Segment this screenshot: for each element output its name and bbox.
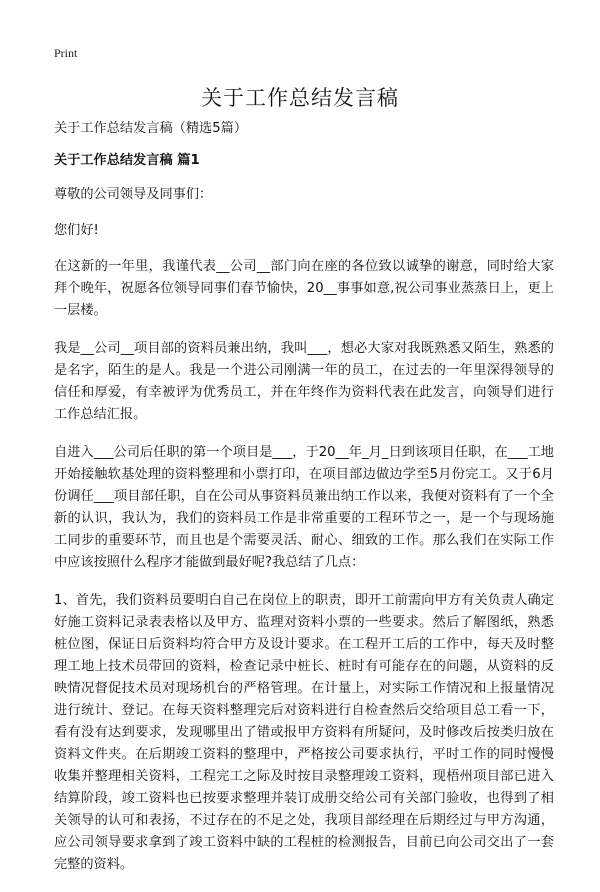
document-subtitle: 关于工作总结发言稿（精选5篇） (54, 121, 248, 136)
paragraph: 1、首先，我们资料员要明白自己在岗位上的职责，即开工前需向甲方有关负责人确定好施工资料记录表表格以及甲方、监理对资料小票的一些要求。然后了解图纸，熟悉桩位图，保证日后资料均符合甲方及设计要求。在工程开工后的工作中，每天及时整理工地上技术员带回的资料，检查记录中桩长、桩时有可能存在的问题，从资料的反映情况督促技术员对现场机台的严格管理。在计量上，对实际工作情况和上报量情况进行统计、登记。在每天资料整理完后对资料进行自检查然后交给项目总工看一下，看有没有达到要求，发现哪里出了错或报甲方资料有所疑问，及时修改后按类归放在资料文件夹。在后期竣工资料的整理中，严格按公司要求执行，平时工作的同时慢慢收集并整理相关资料，工程完工之际及时按目录整理竣工资料，现梧州项目部已进入结算阶段，竣工资料也已按要求整理并装订成册交给公司有关部门验收，也得到了相关领导的认可和表扬，不过存在的不足之处，我项目部经理在后期经过与甲方沟通，应公司领导要求拿到了竣工资料中缺的工程桩的检测报告，目前已向公司交出了一套完整的资料。 (54, 593, 554, 872)
paragraph: 在这新的一年里，我谨代表__公司__部门向在座的各位致以诚挚的谢意，同时给大家拜个晚年，祝愿各位领导同事们春节愉快，20__事事如意,祝公司事业蒸蒸日上，更上一层楼。 (54, 259, 554, 318)
paragraph: 我是__公司__项目部的资料员兼出纳，我叫___，想必大家对我既熟悉又陌生，熟悉的是名字，陌生的是人。我是一个进公司刚满一年的员工，在过去的一年里深得领导的信任和厚爱，有幸被评为优秀员工，并在年终作为资料代表在此发言，向领导们进行工作总结汇报。 (54, 341, 554, 422)
greeting: 您们好! (54, 223, 99, 238)
document-title: 关于工作总结发言稿 (201, 86, 399, 110)
paragraph: 自进入___公司后任职的第一个项目是___，于20__年_月_日到该项目任职，在___工地开始接触软基处理的资料整理和小票打印，在项目部边做边学至5月份完工。又于6月份调任___项目部任职，自在公司从事资料员兼出纳工作以来，我便对资料有了一个全新的认识，我认为，我们的资料员工作是非常重要的工程环节之一，是一个与现场施工同步的重要环节，而且也是个需要灵活、耐心、细致的工作。那么我们在实际工作中应该按照什么程序才能做到最好呢?我总结了几点： (54, 445, 554, 570)
print-link[interactable]: Print (54, 46, 78, 60)
salutation: 尊敬的公司领导及同事们： (54, 187, 213, 202)
document-body (54, 118, 554, 892)
section-title: 关于工作总结发言稿 篇1 (54, 153, 200, 168)
